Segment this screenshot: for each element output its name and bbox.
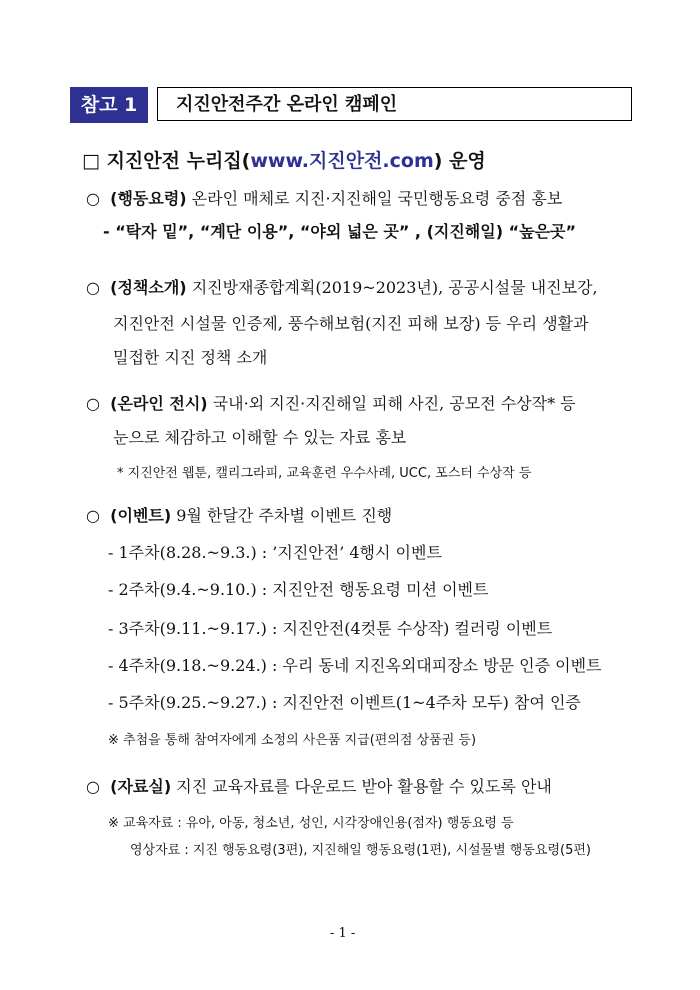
event-week-5: - 5주차(9.25.~9.27.) : 지진안전 이벤트(1~4주차 모두) 참여 인증 <box>108 693 581 712</box>
exhibit-line2: 눈으로 체감하고 이해할 수 있는 자료 홍보 <box>113 428 407 447</box>
circle-bullet-icon: ○ <box>86 777 100 796</box>
policy-line1: 지진방재종합계획(2019~2023년), 공공시설물 내진보강, <box>191 278 598 297</box>
materials-note-education: ※ 교육자료 : 유아, 아동, 청소년, 성인, 시각장애인용(점자) 행동요령 등 <box>108 816 514 831</box>
item-policy <box>86 275 598 298</box>
circle-bullet-icon: ○ <box>86 506 100 525</box>
guide-text: 온라인 매체로 지진·지진해일 국민행동요령 중점 홍보 <box>191 189 563 208</box>
item-guide <box>86 186 562 209</box>
document-title: 지진안전주간 온라인 캠페인 <box>157 87 632 121</box>
section-heading <box>82 146 486 173</box>
page-number: - 1 - <box>330 926 356 941</box>
circle-bullet-icon: ○ <box>86 278 100 297</box>
materials-note-video: 영상자료 : 지진 행동요령(3편), 지진해일 행동요령(1편), 시설물별 행동요령(5편) <box>130 843 591 858</box>
exhibit-label: (온라인 전시) <box>110 394 208 413</box>
policy-line3: 밀접한 지진 정책 소개 <box>113 348 268 367</box>
materials-label: (자료실) <box>110 777 172 796</box>
section-title-suffix: ) 운영 <box>433 150 486 172</box>
event-note: ※ 추첨을 통해 참여자에게 소정의 사은품 지급(편의점 상품권 등) <box>108 733 477 748</box>
reference-badge: 참고 1 <box>70 87 148 123</box>
item-exhibit <box>86 391 576 414</box>
policy-label: (정책소개) <box>110 278 187 297</box>
section-title-prefix: 지진안전 누리집( <box>106 150 251 172</box>
guide-label: (행동요령) <box>110 189 187 208</box>
item-materials <box>86 774 552 797</box>
circle-bullet-icon: ○ <box>86 394 100 413</box>
guide-sub: - “탁자 밑”, “계단 이용”, “야외 넓은 곳” , (지진해일) “높은곳” <box>103 222 576 241</box>
square-bullet-icon: □ <box>82 150 100 172</box>
event-text: 9월 한달간 주차별 이벤트 진행 <box>176 506 393 525</box>
policy-line2: 지진안전 시설물 인증제, 풍수해보험(지진 피해 보장) 등 우리 생활과 <box>113 314 589 333</box>
materials-text: 지진 교육자료를 다운로드 받아 활용할 수 있도록 안내 <box>176 777 552 796</box>
circle-bullet-icon: ○ <box>86 189 100 208</box>
website-link[interactable]: www.지진안전.com <box>250 150 434 172</box>
event-week-3: - 3주차(9.11.~9.17.) : 지진안전(4컷툰 수상작) 컬러링 이벤트 <box>108 619 553 638</box>
exhibit-note: * 지진안전 웹툰, 캘리그라피, 교육훈련 우수사례, UCC, 포스터 수상작 등 <box>117 466 532 481</box>
item-event <box>86 503 392 526</box>
event-label: (이벤트) <box>110 506 172 525</box>
event-week-2: - 2주차(9.4.~9.10.) : 지진안전 행동요령 미션 이벤트 <box>108 580 489 599</box>
event-week-1: - 1주차(8.28.~9.3.) : ’지진안전’ 4행시 이벤트 <box>108 543 442 562</box>
event-week-4: - 4주차(9.18.~9.24.) : 우리 동네 지진옥외대피장소 방문 인증 이벤트 <box>108 656 602 675</box>
exhibit-line1: 국내·외 지진·지진해일 피해 사진, 공모전 수상작* 등 <box>212 394 576 413</box>
